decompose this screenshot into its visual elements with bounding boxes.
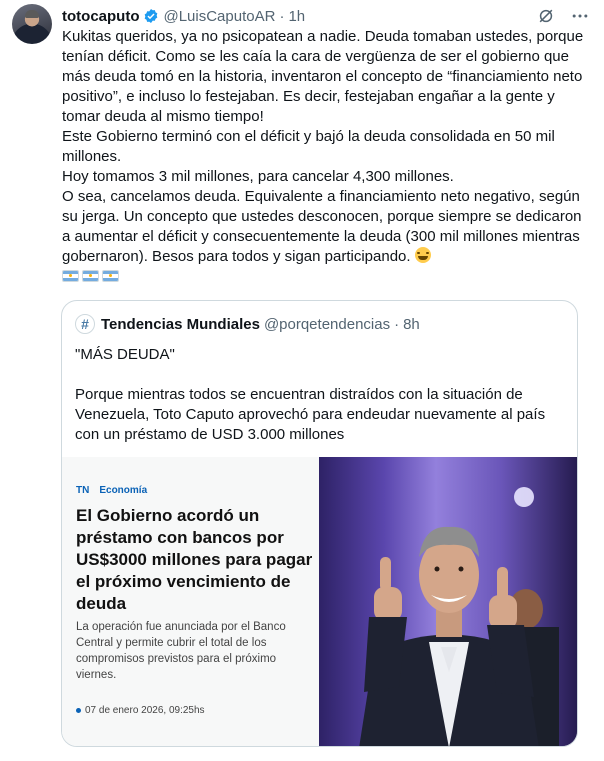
tweet-paragraph: Hoy tomamos 3 mil millones, para cancelar 4,300 millones. bbox=[62, 168, 454, 185]
smiling-face-icon bbox=[415, 247, 431, 263]
photo-man-thumbs-up[interactable] bbox=[319, 457, 578, 747]
date-bullet-icon bbox=[76, 708, 81, 713]
separator-dot: · bbox=[279, 7, 285, 25]
article-source-row bbox=[76, 485, 147, 496]
quote-media[interactable] bbox=[62, 457, 578, 747]
tweet-header bbox=[62, 6, 305, 26]
quote-spacer bbox=[75, 365, 565, 385]
tweet-paragraph: Kukitas queridos, ya no psicopatean a nadie. Deuda tomaban ustedes, porque tenían déficit. Como se les caía la cara de vergüenza de ser el gobierno que más deuda tomó en la historia, inventaron el concepto de “financiamiento neto positivo”, e incluso lo festejaban. Es decir, festejaban engañar a la gente y tomar deuda al mismo tiempo! bbox=[62, 28, 584, 125]
author-avatar[interactable] bbox=[12, 4, 52, 44]
article-date-row bbox=[76, 705, 205, 716]
tn-logo: TN bbox=[76, 485, 90, 496]
article-section: Economía bbox=[99, 485, 148, 496]
tweet-time[interactable]: 1h bbox=[288, 7, 306, 25]
article-date: 07 de enero 2026, 09:25hs bbox=[85, 705, 205, 716]
article-title: El Gobierno acordó un préstamo con bancos por US$3000 millones para pagar el próximo vencimiento de deuda bbox=[76, 506, 313, 613]
author-handle[interactable]: @LuisCaputoAR bbox=[163, 7, 276, 25]
author-name[interactable]: totocaputo bbox=[62, 7, 140, 25]
more-options-icon[interactable] bbox=[570, 6, 590, 26]
tweet-body bbox=[62, 27, 592, 282]
quote-header bbox=[75, 314, 420, 334]
quote-author-handle[interactable]: @porqetendencias bbox=[263, 315, 391, 333]
argentina-flag-icon bbox=[82, 270, 99, 282]
argentina-flag-icon bbox=[102, 270, 119, 282]
grok-icon[interactable] bbox=[536, 6, 556, 26]
tweet-paragraph: Este Gobierno terminó con el déficit y bajó la deuda consolidada en 50 mil millones. bbox=[62, 128, 555, 165]
tweet-actions-top bbox=[536, 6, 590, 26]
quote-line: "MÁS DEUDA" bbox=[75, 346, 175, 363]
person-thumbs-up-illustration bbox=[319, 457, 578, 747]
flags-row bbox=[62, 270, 592, 282]
separator-dot: · bbox=[394, 315, 400, 333]
quote-avatar[interactable]: # bbox=[75, 314, 95, 334]
quote-body bbox=[75, 345, 565, 445]
quote-line: Porque mientras todos se encuentran distraídos con la situación de Venezuela, Toto Caputo aprovechó para endeudar nuevamente al país con un préstamo de USD 3.000 millones bbox=[75, 386, 546, 443]
quote-author-name[interactable]: Tendencias Mundiales bbox=[101, 315, 260, 333]
quote-time[interactable]: 8h bbox=[403, 315, 420, 333]
tweet-paragraph-last bbox=[62, 187, 592, 267]
argentina-flag-icon bbox=[62, 270, 79, 282]
quoted-tweet[interactable] bbox=[61, 300, 578, 747]
article-subtitle: La operación fue anunciada por el Banco Central y permite cubrir el total de los compromisos previstos para el próximo viernes. bbox=[76, 621, 286, 681]
article-screenshot[interactable] bbox=[62, 457, 319, 747]
verified-badge-icon bbox=[143, 8, 159, 24]
tweet-paragraph-text: O sea, cancelamos deuda. Equivalente a financiamiento neto negativo, según su jerga. Un concepto que ustedes desconocen, porque siempre se dedicaron a aumentar el déficit y consecuentemente la deuda (300 mil millones mientras gobernaron). Besos para todos y sigan participando. bbox=[62, 188, 582, 265]
